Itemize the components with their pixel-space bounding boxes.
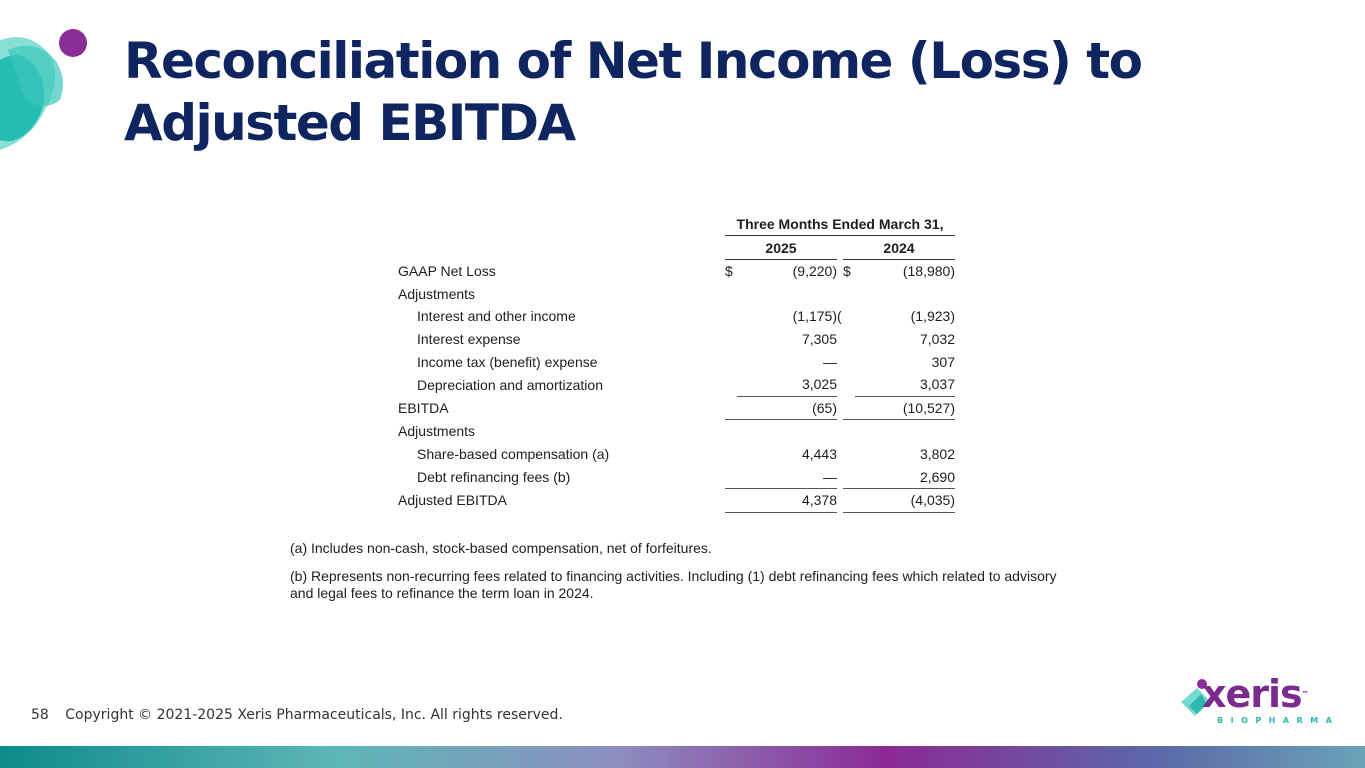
page-title-line1: Reconciliation of Net Income (Loss) to — [124, 32, 1142, 90]
table-years-row — [398, 236, 955, 260]
table-header-row — [398, 213, 955, 236]
table-row — [398, 465, 955, 488]
currency-symbol: $ — [725, 263, 733, 280]
row-label: Adjustments — [398, 285, 476, 302]
row-label: Share-based compensation (a) — [417, 446, 610, 463]
value-2025: — — [823, 353, 837, 370]
page-number: 58 — [31, 707, 49, 723]
value-2024: (10,527) — [855, 396, 955, 420]
row-label: Debt refinancing fees (b) — [417, 468, 571, 485]
value-2025: 7,305 — [801, 331, 837, 348]
table-row — [398, 305, 955, 328]
year-header-2025: 2025 — [725, 236, 837, 260]
value-2024: 3,802 — [919, 446, 955, 463]
page-title — [124, 30, 1141, 154]
value-2024: (4,035) — [855, 488, 955, 512]
table-row — [398, 443, 955, 466]
stray-mark: ( — [837, 308, 842, 325]
header-spacer — [398, 213, 725, 236]
value-2025: 4,378 — [737, 488, 837, 512]
value-2025: 4,443 — [801, 446, 837, 463]
row-label: Adjustments — [398, 423, 476, 440]
table-row-subtotal — [398, 396, 955, 420]
table-row — [398, 260, 955, 283]
footnote-a: (a) Includes non-cash, stock-based compensation, net of forfeitures. — [290, 540, 712, 556]
row-label: Depreciation and amortization — [417, 376, 603, 393]
table-row — [398, 420, 955, 443]
table-row — [398, 350, 955, 373]
reconciliation-table — [398, 213, 955, 513]
footer — [31, 707, 563, 723]
currency-symbol: $ — [843, 263, 851, 280]
brand-wordmark: xeris™ — [1202, 672, 1308, 716]
value-2024: 2,690 — [855, 465, 955, 488]
copyright-text: Copyright © 2021-2025 Xeris Pharmaceuticals, Inc. All rights reserved. — [65, 707, 563, 723]
header-spacer — [398, 236, 725, 260]
value-2025: (9,220) — [792, 263, 837, 280]
table-row-total — [398, 488, 955, 512]
row-label: Interest expense — [417, 331, 521, 348]
footnotes — [290, 540, 1070, 613]
page-title-line2: Adjusted EBITDA — [124, 94, 575, 152]
footer-gradient-bar — [0, 746, 1365, 768]
row-label: EBITDA — [398, 399, 449, 416]
decorative-corner-shapes — [0, 0, 100, 160]
value-2024: 3,037 — [855, 373, 955, 396]
row-label: Interest and other income — [417, 308, 576, 325]
table-row — [398, 283, 955, 306]
value-2025: — — [737, 465, 837, 488]
year-header-2024: 2024 — [843, 236, 955, 260]
row-label: Income tax (benefit) expense — [417, 353, 598, 370]
table-row — [398, 373, 955, 396]
value-2024: (18,980) — [902, 263, 955, 280]
footnote-b: (b) Represents non-recurring fees related to financing activities. Including (1) debt refinancing fees which related to advisory and legal fees to refinance the term loan in 2024. — [290, 568, 1057, 601]
brand-tagline: BIOPHARMA — [1217, 716, 1340, 725]
row-label: Adjusted EBITDA — [398, 492, 507, 509]
value-2024: (1,923) — [910, 308, 955, 325]
value-2025: (1,175) — [792, 308, 837, 325]
period-header: Three Months Ended March 31, — [725, 213, 955, 236]
value-2025: (65) — [737, 396, 837, 420]
row-label: GAAP Net Loss — [398, 263, 496, 280]
value-2024: 7,032 — [919, 331, 955, 348]
value-2025: 3,025 — [737, 373, 837, 396]
value-2024: 307 — [931, 353, 955, 370]
table-row — [398, 328, 955, 351]
